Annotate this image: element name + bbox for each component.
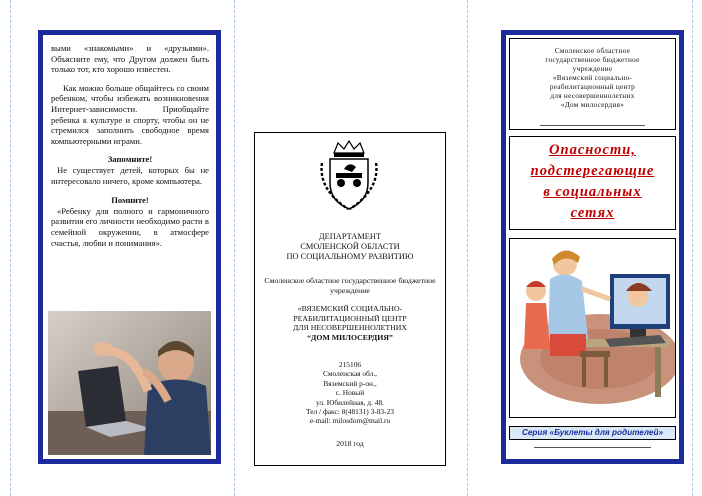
photo-father-son-laptop-icon	[48, 311, 211, 455]
left-panel	[38, 30, 221, 464]
address-line: ул. Юбилейная, д. 48.	[315, 397, 384, 407]
header-line: учреждение	[572, 65, 613, 73]
remember-heading: Запомните!	[107, 154, 153, 165]
remember-heading-2: Помните!	[111, 195, 149, 206]
institution-name-line-4: “ДОМ МИЛОСЕРДИЯ”	[307, 332, 393, 342]
title-box	[509, 136, 676, 230]
department-block	[255, 232, 445, 262]
address-line: Смоленская обл.,	[322, 369, 378, 379]
header-line: государственное бюджетное	[545, 56, 640, 64]
series-label-text: Серия «Буклеты для родителей»	[521, 428, 664, 437]
brochure-title-line: подстерегающие	[530, 163, 655, 179]
phone-line: Тел / факс: 8(48131) 3-83-23	[306, 407, 394, 417]
email-line: e-mail: milosdom@mail.ru	[309, 416, 391, 426]
address-line: Вяземский р-он.,	[323, 378, 377, 388]
brochure-title-line: в социальных	[543, 184, 642, 200]
left-paragraph-4: «Ребенку для полного и гармоничного развития его личности необходимо расти в семейной окружении, в атмосфере счастья, любви и понимания».	[51, 205, 209, 248]
address-line: с. Новый	[335, 388, 365, 398]
department-line-1: ДЕПАРТАМЕНТ	[318, 232, 382, 241]
institution-name-block	[255, 304, 445, 342]
fold-guide-4	[692, 0, 693, 496]
series-underline	[534, 447, 651, 448]
fold-guide-2	[234, 0, 235, 496]
right-panel	[501, 30, 684, 464]
left-paragraph-2: Как можно больше общайтесь со своим ребенком, чтобы избежать возникновения Интернет-зависимости. Приобщайте ребенка к культуре и спорту, чтобы он не стремился заполнить свободное время компьютерными играми.	[51, 82, 209, 146]
institution-name-line-2: РЕАБИЛИТАЦИОННЫЙ ЦЕНТР	[293, 313, 407, 323]
illustration-mother-child-computer-icon	[509, 238, 676, 418]
header-divider	[540, 125, 645, 126]
fold-guide-1	[10, 0, 11, 496]
department-line-3: ПО СОЦИАЛЬНОМУ РАЗВИТИЮ	[286, 252, 414, 261]
middle-panel	[254, 132, 446, 466]
smolensk-coat-of-arms-icon	[314, 139, 384, 211]
header-line: «Вяземский социально-	[552, 74, 633, 82]
institution-name-line-1: «ВЯЗЕМСКИЙ СОЦИАЛЬНО-	[297, 304, 403, 313]
header-line: для несовершеннолетних	[550, 92, 635, 100]
address-line: 215106	[338, 360, 362, 369]
series-label	[509, 426, 676, 440]
year-label: 2018 год	[336, 439, 364, 448]
left-paragraph-3: Не существует детей, которых бы не интересовало ничего, кроме компьютера.	[51, 164, 209, 186]
brochure-title-line: сетях	[570, 205, 615, 221]
department-line-2: СМОЛЕНСКОЙ ОБЛАСТИ	[300, 242, 400, 251]
header-line: реабилитационный центр	[549, 83, 636, 91]
brochure-title-line: Опасности,	[549, 142, 636, 158]
address-block	[255, 360, 445, 426]
fold-guide-3	[467, 0, 468, 496]
left-paragraph-1: выми «знакомыми» и «друзьями». Объясните ему, что Другом должен быть только тот, кто хорошо известен.	[51, 43, 209, 75]
institution-type: Смоленское областное государственное бюджетное учреждение	[264, 276, 436, 295]
header-line: «Дом милосердия»	[560, 101, 625, 109]
institution-name-line-3: ДЛЯ НЕСОВЕРШЕННОЛЕТНИХ	[292, 323, 408, 333]
header-line: Смоленское областное	[554, 47, 631, 55]
institution-header-box	[509, 38, 676, 130]
